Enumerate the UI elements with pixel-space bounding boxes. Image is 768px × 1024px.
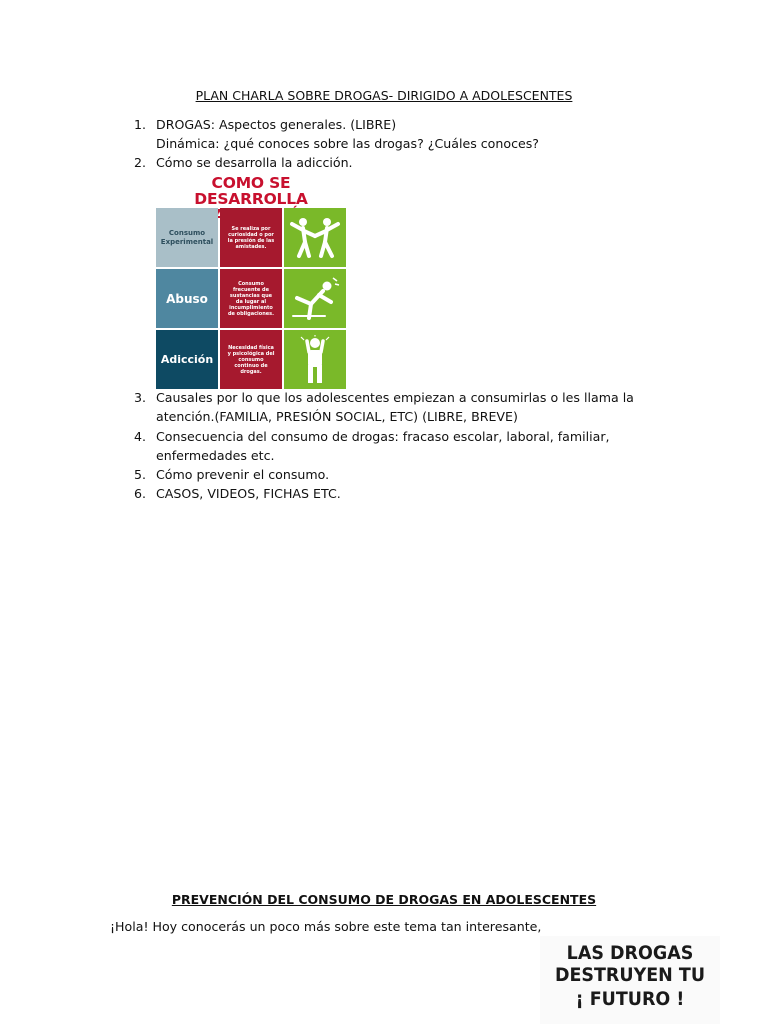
list-number: 4. bbox=[134, 429, 147, 444]
list-item-4-continuation: enfermedades etc. bbox=[156, 448, 275, 463]
poster-line-2: DESTRUYEN TU bbox=[554, 964, 706, 986]
list-text: CASOS, VIDEOS, FICHAS ETC. bbox=[156, 486, 341, 501]
list-number: 1. bbox=[134, 117, 147, 132]
list-number: 3. bbox=[134, 390, 147, 405]
distressed-person-icon bbox=[284, 330, 346, 389]
list-text: Cómo se desarrolla la adicción. bbox=[156, 155, 353, 170]
poster-line-3: ¡ FUTURO ! bbox=[575, 988, 685, 1010]
page-title: PLAN CHARLA SOBRE DROGAS- DIRIGIDO A ADOLESCENTES bbox=[195, 88, 573, 103]
section-title: PREVENCIÓN DEL CONSUMO DE DROGAS EN ADOLESCENTES bbox=[171, 892, 597, 907]
list-number: 5. bbox=[134, 467, 147, 482]
stage-label-abuse: Abuso bbox=[156, 269, 218, 328]
stage-description: Necesidad física y psicológica del consumo continuo de drogas. bbox=[220, 330, 282, 389]
list-text: Consecuencia del consumo de drogas: fracaso escolar, laboral, familiar, bbox=[156, 429, 610, 444]
list-text: DROGAS: Aspectos generales. (LIBRE) bbox=[156, 117, 397, 132]
list-number: 6. bbox=[134, 486, 147, 501]
poster-line-1: LAS DROGAS bbox=[566, 942, 694, 964]
drugs-poster bbox=[540, 936, 720, 1024]
person-falling-icon bbox=[284, 269, 346, 328]
list-item-1-continuation: Dinámica: ¿qué conoces sobre las drogas? ¿Cuáles conoces? bbox=[156, 136, 539, 151]
list-text: Cómo prevenir el consumo. bbox=[156, 467, 330, 482]
greeting-text: ¡Hola! Hoy conocerás un poco más sobre este tema tan interesante, bbox=[110, 919, 542, 934]
stage-description: Se realiza por curiosidad o por la presión de las amistades. bbox=[220, 208, 282, 267]
addiction-infographic bbox=[156, 174, 346, 375]
stage-label-addiction: Adicción bbox=[156, 330, 218, 389]
infographic-title-line1: COMO SE DESARROLLA bbox=[194, 174, 308, 208]
two-people-jumping-icon bbox=[284, 208, 346, 267]
list-item-3-continuation: atención.(FAMILIA, PRESIÓN SOCIAL, ETC) (LIBRE, BREVE) bbox=[156, 409, 518, 424]
list-text: Causales por lo que los adolescentes empiezan a consumirlas o les llama la bbox=[156, 390, 634, 405]
stage-description: Consumo frecuente de sustancias que da lugar al incumplimiento de obligaciones. bbox=[220, 269, 282, 328]
list-number: 2. bbox=[134, 155, 147, 170]
stage-label-experimental: Consumo Experimental bbox=[156, 208, 218, 267]
